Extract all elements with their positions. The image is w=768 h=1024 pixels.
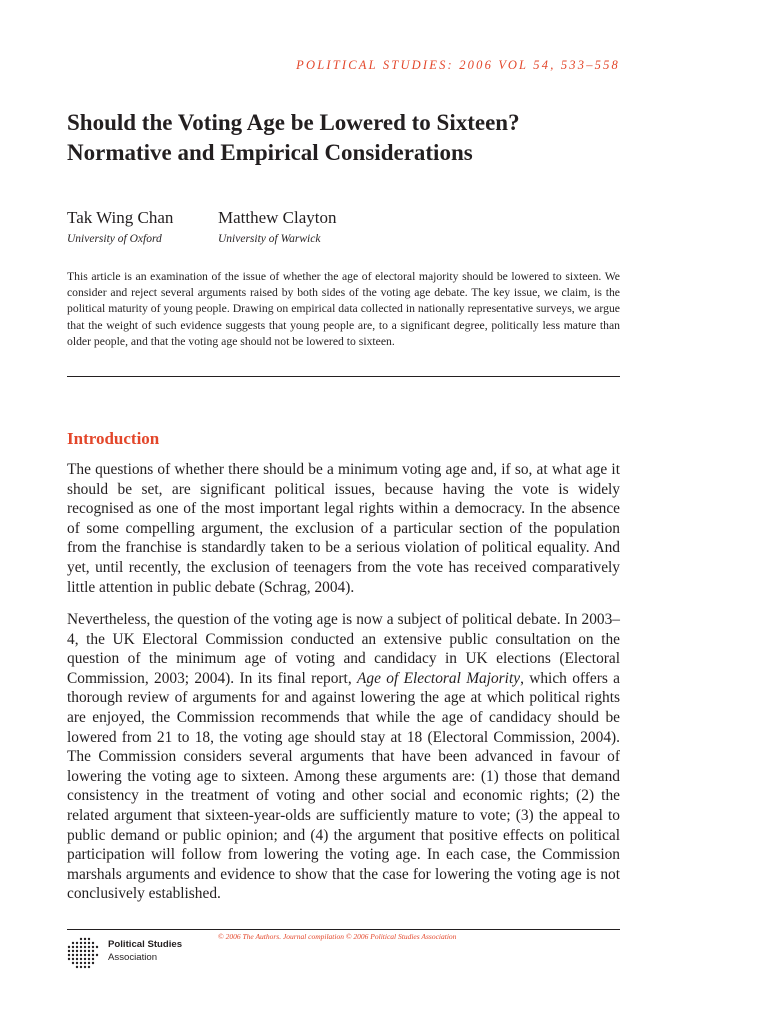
copyright-notice: © 2006 The Authors. Journal compilation © 2006 Political Studies Association: [218, 932, 457, 941]
abstract-divider: [67, 376, 620, 377]
logo-wordmark: Political Studies: [108, 939, 183, 950]
body-paragraph-1: The questions of whether there should be a minimum voting age and, if so, at what age it should be set, are significant political issues, because having the vote is widely recognised as one of the most important legal rights within a democracy. In the absence of some compelling argument, the exclusion of a particular section of the population from the franchise is standardly taken to be a serious violation of political equality. And yet, until recently, the exclusion of teenagers from the vote has received comparatively little attention in public debate (Schrag, 2004).: [67, 461, 620, 596]
psa-logo-icon: [67, 937, 99, 969]
running-head: POLITICAL STUDIES: 2006 VOL 54, 533–558: [296, 58, 620, 72]
author-2: [218, 207, 337, 245]
paragraph-text: Nevertheless, the question of the voting age is now a subject of political debate. In 2003–4, the UK Electoral Commission conducted an extensive public consultation on the question of the minimum age of voting and candidacy in UK elections (Electoral Commission, 2003; 2004). In its final report,: [67, 611, 620, 687]
author-affiliation: University of Oxford: [67, 233, 162, 245]
author-1: [67, 207, 173, 245]
report-title: Age of Electoral Majority: [357, 669, 521, 687]
footer-divider: [67, 929, 620, 930]
article-title: Should the Voting Age be Lowered to Sixteen? Normative and Empirical Considerations: [67, 110, 520, 165]
logo-wordmark-sub: Association: [108, 952, 158, 963]
abstract: This article is an examination of the issue of whether the age of electoral majority should be lowered to sixteen. We consider and reject several arguments raised by both sides of the voting age debate. The key issue, we claim, is the political maturity of young people. Drawing on empirical data collected in nationally representative surveys, we argue that the weight of such evidence suggests that young people are, to a significant degree, politically less mature than older people, and that the voting age should not be lowered to sixteen.: [67, 270, 620, 348]
author-name: Tak Wing Chan: [67, 208, 174, 227]
body-paragraph-2: [67, 610, 620, 904]
psa-logo: [67, 937, 197, 969]
author-name: Matthew Clayton: [218, 208, 337, 227]
section-heading-introduction: Introduction: [67, 429, 160, 448]
paragraph-text: , which offers a thorough review of arguments for and against lowering the age at which political rights are enjoyed, the Commission recommends that while the age of candidacy should be lowered from 21 to 18, the voting age should stay at 18 (Electoral Commission, 2004). The Commission considers several arguments that have been advanced in favour of lowering the voting age to sixteen. Among these arguments are: (1) those that demand consistency in the treatment of voting and other social and economic rights; (2) the related argument that sixteen-year-olds are sufficiently mature to vote; (3) the appeal to public demand or public opinion; and (4) the argument that positive effects on political participation will follow from lowering the voting age. In each case, the Commission marshals arguments and evidence to show that the case for lowering the voting age is not conclusively established.: [67, 669, 620, 903]
author-affiliation: University of Warwick: [218, 233, 321, 245]
